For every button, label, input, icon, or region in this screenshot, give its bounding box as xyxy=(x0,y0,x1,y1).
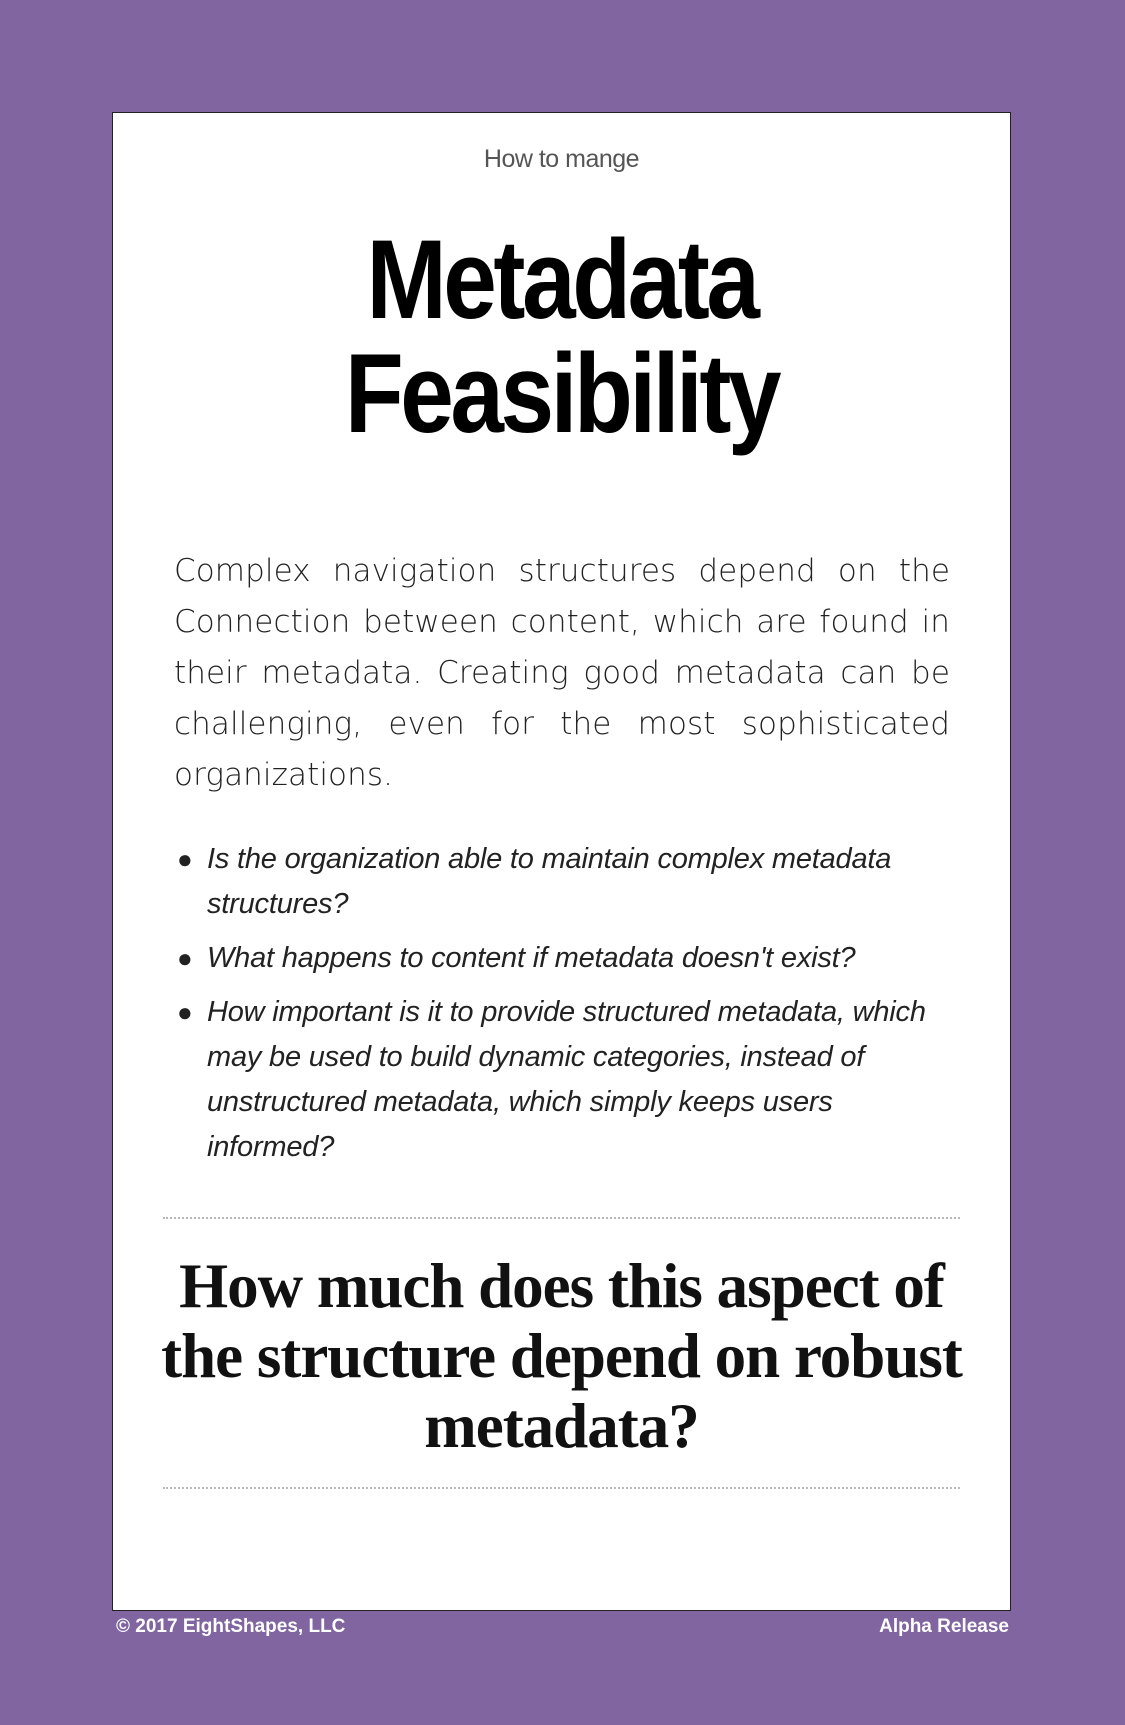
divider-top xyxy=(163,1217,960,1219)
question-item xyxy=(174,990,964,1170)
card-intro: Complex navigation structures depend on the Connection between content, which are found in their metadata. Creating good metadata can be challenging, even for the most sophisticated organizations. xyxy=(174,553,950,793)
card xyxy=(112,112,1011,1611)
card-kicker: How to mange xyxy=(483,145,640,173)
card-title-line-1: Metadata xyxy=(366,217,757,342)
bullet-icon: ● xyxy=(177,844,193,874)
question-list xyxy=(174,837,964,1179)
footer-release: Alpha Release xyxy=(879,1616,1009,1637)
bullet-icon: ● xyxy=(177,943,193,973)
footer-copyright: © 2017 EightShapes, LLC xyxy=(116,1616,346,1637)
question-item xyxy=(174,837,964,927)
question-text: How important is it to provide structured metadata, which may be used to build dynamic categories, instead of unstructured metadata, which simply keeps users informed? xyxy=(207,996,926,1163)
divider-bottom xyxy=(163,1487,960,1489)
question-text: What happens to content if metadata doesn't exist? xyxy=(207,942,856,974)
question-item xyxy=(174,936,964,981)
card-title-line-2: Feasibility xyxy=(344,331,779,456)
bullet-icon: ● xyxy=(177,997,193,1027)
question-text: Is the organization able to maintain complex metadata structures? xyxy=(207,843,892,920)
card-prompt: How much does this aspect of the structure depend on robust metadata? xyxy=(161,1251,962,1461)
card-title xyxy=(176,217,947,456)
